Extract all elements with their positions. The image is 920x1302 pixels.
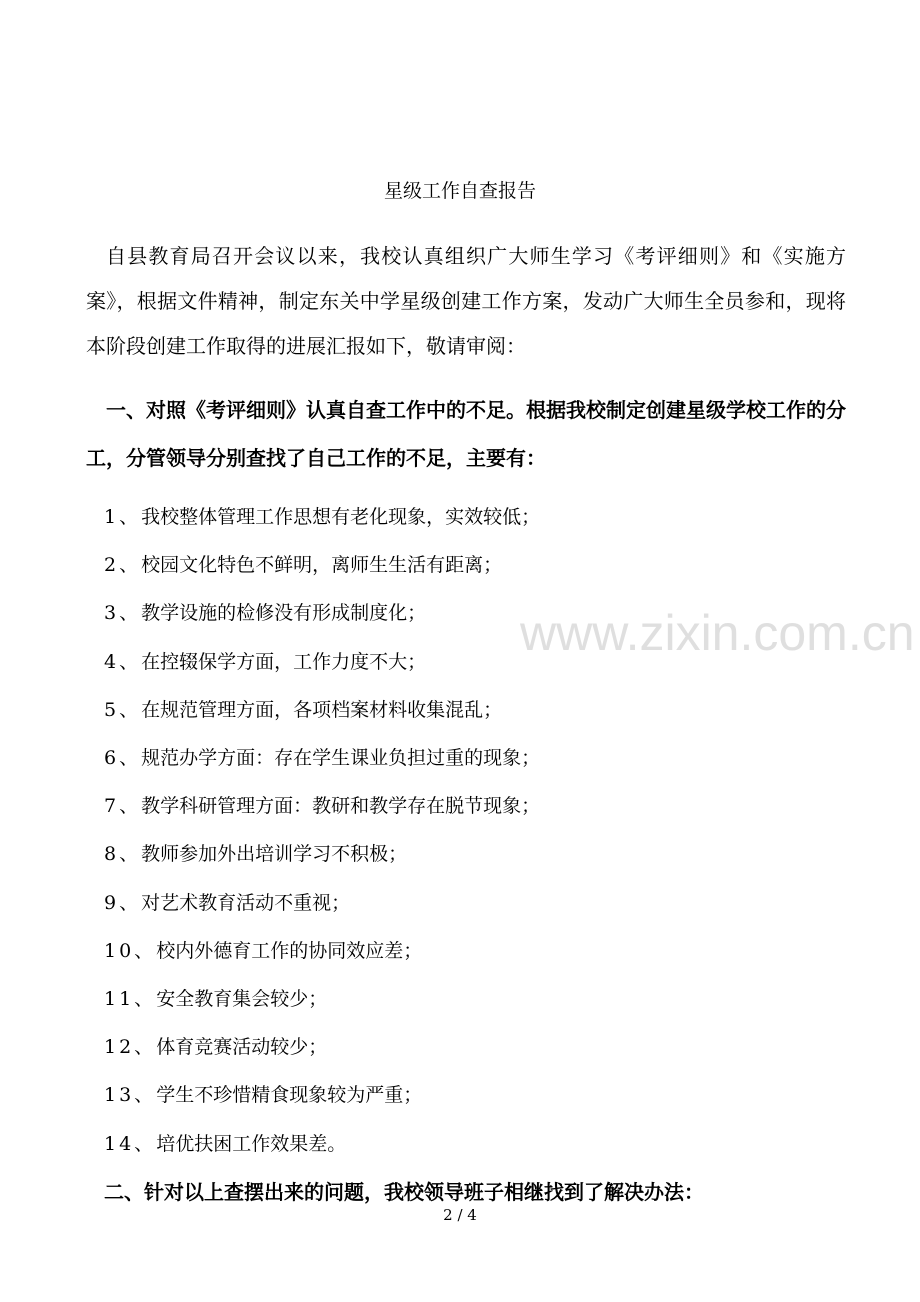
list-item-number: 10、 bbox=[104, 940, 157, 962]
list-item-number: 13、 bbox=[104, 1084, 157, 1106]
section-two-heading: 二、针对以上查摆出来的问题，我校领导班子相继找到了解决办法： bbox=[104, 1180, 704, 1204]
list-item bbox=[104, 1032, 327, 1062]
list-item bbox=[104, 839, 407, 869]
list-item-text: 校内外德育工作的协同效应差； bbox=[156, 940, 423, 962]
list-item-text: 在规范管理方面，各项档案材料收集混乱； bbox=[141, 699, 503, 721]
list-item bbox=[104, 598, 426, 628]
list-item bbox=[104, 1080, 422, 1110]
list-item-number: 1、 bbox=[104, 506, 142, 528]
list-item-number: 6、 bbox=[104, 747, 142, 769]
list-item-text: 教学科研管理方面：教研和教学存在脱节现象； bbox=[141, 795, 541, 817]
list-item-text: 校园文化特色不鲜明，离师生生活有距离； bbox=[141, 554, 503, 576]
document-title: 星级工作自查报告 bbox=[383, 180, 536, 202]
list-item bbox=[104, 1129, 346, 1159]
list-item-text: 学生不珍惜精食现象较为严重； bbox=[156, 1084, 423, 1106]
list-item bbox=[104, 550, 502, 580]
list-item-number: 12、 bbox=[104, 1036, 157, 1058]
list-item-number: 7、 bbox=[104, 795, 142, 817]
list-item-text: 体育竞赛活动较少； bbox=[156, 1036, 328, 1058]
list-item-number: 5、 bbox=[104, 699, 142, 721]
list-item bbox=[104, 647, 426, 677]
list-item bbox=[104, 743, 540, 773]
list-item-number: 2、 bbox=[104, 554, 142, 576]
list-item-text: 我校整体管理工作思想有老化现象，实效较低； bbox=[141, 506, 541, 528]
list-item-text: 在控辍保学方面，工作力度不大； bbox=[141, 651, 427, 673]
list-item bbox=[104, 502, 540, 532]
list-item bbox=[104, 936, 422, 966]
section-one-heading: 一、对照《考评细则》认真自查工作中的不足。根据我校制定创建星级学校工作的分工，分管领导分别查找了自己工作的不足，主要有： bbox=[86, 398, 846, 470]
list-item-text: 教学设施的检修没有形成制度化； bbox=[141, 602, 427, 624]
list-item-text: 安全教育集会较少； bbox=[156, 988, 328, 1010]
intro-paragraph: 自县教育局召开会议以来，我校认真组织广大师生学习《考评细则》和《实施方案》，根据文件精神，制定东关中学星级创建工作方案，发动广大师生全员参和，现将本阶段创建工作取得的进展汇报如下，敬请审阅： bbox=[86, 244, 846, 358]
list-item-number: 9、 bbox=[104, 892, 142, 914]
list-item bbox=[104, 791, 540, 821]
page-number: 2 / 4 bbox=[443, 1206, 477, 1224]
list-item-number: 14、 bbox=[104, 1133, 157, 1155]
list-item-text: 教师参加外出培训学习不积极； bbox=[141, 843, 408, 865]
list-item-number: 11、 bbox=[104, 988, 157, 1010]
list-item bbox=[104, 888, 350, 918]
list-item-number: 8、 bbox=[104, 843, 142, 865]
list-item-text: 规范办学方面：存在学生课业负担过重的现象； bbox=[141, 747, 541, 769]
list-item-text: 培优扶困工作效果差。 bbox=[156, 1133, 347, 1155]
list-item bbox=[104, 984, 327, 1014]
list-item-number: 3、 bbox=[104, 602, 142, 624]
watermark: www.zixin.com.cn bbox=[520, 605, 915, 661]
list-item bbox=[104, 695, 502, 725]
list-item-text: 对艺术教育活动不重视； bbox=[141, 892, 351, 914]
list-item-number: 4、 bbox=[104, 651, 142, 673]
